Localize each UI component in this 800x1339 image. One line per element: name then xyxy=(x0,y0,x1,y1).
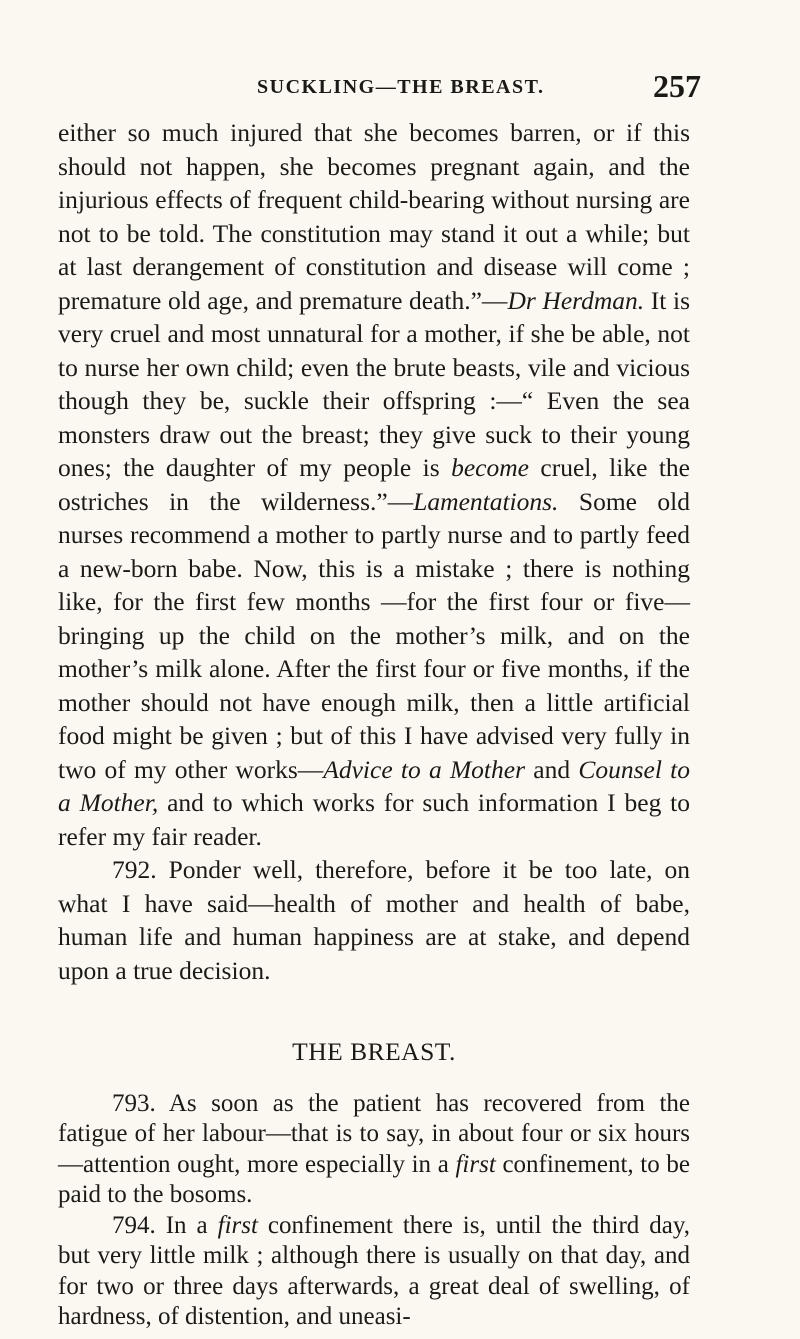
paragraph-794 xyxy=(58,1211,690,1333)
text-run: and to which works for such information I beg to refer my fair reader. xyxy=(58,788,690,851)
italic-text: Advice to a Mother xyxy=(323,754,526,784)
section-heading: THE BREAST. xyxy=(292,1037,456,1066)
text-run: confinement, to be paid to the bosoms. xyxy=(58,1150,690,1208)
italic-text: first xyxy=(217,1211,258,1239)
text-run: 793. As soon as the patient has recovered from the fatigue of her labour—that is to say, in about four or six hours—attention ought, more especially in a xyxy=(58,1089,690,1178)
page-number: 257 xyxy=(653,68,701,104)
text-run: and xyxy=(525,754,579,784)
italic-text: become xyxy=(451,453,529,482)
page-header xyxy=(0,68,800,108)
italic-text: Lamentations. xyxy=(413,486,559,516)
text-run: either so much injured that she becomes barren, or if this should not happen, she becomes pregnant again, and the injurious effects of frequent child-bearing without nursing are not to be told. The constitution may stand it out a while; but at last derangement of constitution and disease will come ; premature old age, and premature death.”— xyxy=(58,118,690,315)
text-run: 792. Ponder well, therefore, before it be too late, on what I have said—health of mother and health of babe, human life and human happiness are at stake, and depend upon a true decision. xyxy=(58,855,690,985)
paragraph-793 xyxy=(58,1089,690,1211)
text-run: 794. In a xyxy=(112,1211,218,1239)
paragraph-continuation xyxy=(58,116,690,853)
text-run: confinement there is, until the third day, but very little milk ; although there is usually on that day, and for two or three days afterwards, a great deal of swelling, of hardness, of distention, and uneasi- xyxy=(58,1211,690,1330)
text-run: Some old nurses recommend a mother to partly nurse and to partly feed a new-born babe. Now, this is a mistake ; there is nothing like, for the first few months —for the first four or five—bringing up the child on the mother’s milk, and on the mother’s milk alone. After the first four or five months, if the mother should not have enough milk, then a little artificial food might be given ; but of this I have advised very fully in two of my other works— xyxy=(58,486,690,784)
running-head: SUCKLING—THE BREAST. xyxy=(257,76,545,98)
text-run: It is very cruel and most unnatural for a mother, if she be able, not to nurse her own child; even the brute beasts, vile and vicious though they be, suckle their offspring :—“ Even the sea monsters draw out the breast; they give suck to their young ones; the daughter of my people is xyxy=(58,285,690,482)
italic-text: first xyxy=(455,1150,496,1178)
text-run: cruel, like the ostriches in the wilderness.”— xyxy=(58,453,690,516)
paragraph-792 xyxy=(58,853,690,987)
italic-text: Counsel to a Mother, xyxy=(58,754,690,817)
italic-text: Dr Herdman. xyxy=(507,285,645,315)
section-body xyxy=(58,1089,690,1333)
page-body xyxy=(58,116,690,1333)
